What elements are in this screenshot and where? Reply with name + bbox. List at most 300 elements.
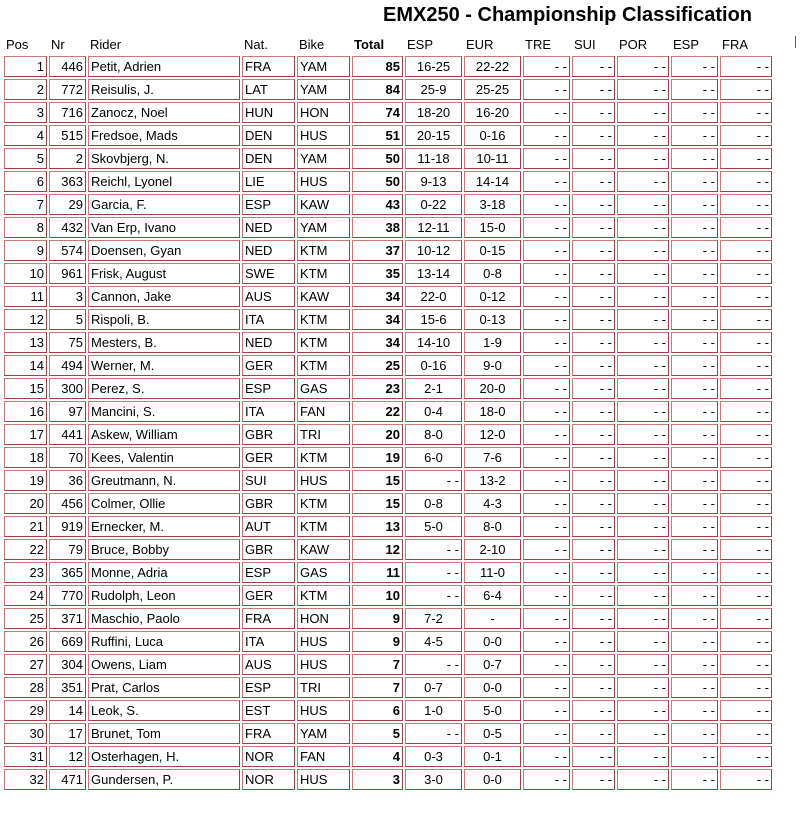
column-header-gp-esp2: ESP	[673, 37, 700, 52]
cell-gp-eur: 0-16	[464, 125, 521, 146]
table-row	[4, 493, 772, 514]
cell-gp-esp: 6-0	[405, 447, 462, 468]
cell-gp-tre: - -	[523, 378, 570, 399]
cell-total: 38	[352, 217, 403, 238]
cell-gp-sui: - -	[572, 746, 615, 767]
cell-gp-eur: 9-0	[464, 355, 521, 376]
cell-gp-esp: 22-0	[405, 286, 462, 307]
cell-pos: 16	[4, 401, 47, 422]
cell-pos: 14	[4, 355, 47, 376]
cell-gp-por: - -	[617, 194, 669, 215]
cell-pos: 2	[4, 79, 47, 100]
cell-nr: 79	[49, 539, 86, 560]
cell-gp-eur: 8-0	[464, 516, 521, 537]
cell-nr: 471	[49, 769, 86, 790]
cell-gp-sui: - -	[572, 194, 615, 215]
cell-pos: 3	[4, 102, 47, 123]
cell-gp-fra: - -	[720, 424, 772, 445]
cell-bike: YAM	[297, 79, 350, 100]
cell-pos: 15	[4, 378, 47, 399]
cell-gp-esp2: - -	[671, 263, 718, 284]
cell-gp-esp: - -	[405, 585, 462, 606]
cell-total: 7	[352, 677, 403, 698]
cell-gp-por: - -	[617, 378, 669, 399]
cell-nat: AUS	[242, 286, 295, 307]
cell-nat: GBR	[242, 424, 295, 445]
cell-pos: 28	[4, 677, 47, 698]
cell-gp-fra: - -	[720, 79, 772, 100]
cell-gp-por: - -	[617, 125, 669, 146]
cell-bike: YAM	[297, 723, 350, 744]
cell-rider: Cannon, Jake	[88, 286, 240, 307]
cell-gp-eur: 10-11	[464, 148, 521, 169]
cell-rider: Gundersen, P.	[88, 769, 240, 790]
cell-gp-tre: - -	[523, 447, 570, 468]
cell-gp-por: - -	[617, 447, 669, 468]
cell-gp-sui: - -	[572, 125, 615, 146]
cell-gp-eur: 0-1	[464, 746, 521, 767]
table-row	[4, 746, 772, 767]
cell-nat: HUN	[242, 102, 295, 123]
cell-nr: 770	[49, 585, 86, 606]
column-header-gp-por: POR	[619, 37, 648, 52]
cell-gp-fra: - -	[720, 378, 772, 399]
cell-gp-eur: 3-18	[464, 194, 521, 215]
cell-pos: 7	[4, 194, 47, 215]
cell-gp-fra: - -	[720, 309, 772, 330]
cell-gp-esp2: - -	[671, 539, 718, 560]
cell-bike: KAW	[297, 194, 350, 215]
cell-nat: SWE	[242, 263, 295, 284]
cell-bike: KTM	[297, 355, 350, 376]
cell-gp-sui: - -	[572, 585, 615, 606]
cell-nat: GER	[242, 447, 295, 468]
cell-rider: Ernecker, M.	[88, 516, 240, 537]
table-row	[4, 102, 772, 123]
cell-bike: FAN	[297, 746, 350, 767]
cell-gp-tre: - -	[523, 562, 570, 583]
cell-nr: 446	[49, 56, 86, 77]
cell-pos: 30	[4, 723, 47, 744]
cell-nr: 441	[49, 424, 86, 445]
cell-gp-por: - -	[617, 631, 669, 652]
table-row	[4, 424, 772, 445]
cell-gp-esp2: - -	[671, 171, 718, 192]
column-header-rider: Rider	[90, 37, 122, 52]
cell-gp-esp: - -	[405, 539, 462, 560]
cell-gp-eur: 2-10	[464, 539, 521, 560]
cell-bike: HUS	[297, 125, 350, 146]
cell-total: 12	[352, 539, 403, 560]
cell-gp-esp: 5-0	[405, 516, 462, 537]
cell-gp-sui: - -	[572, 424, 615, 445]
cell-bike: KTM	[297, 516, 350, 537]
cell-gp-eur: 5-0	[464, 700, 521, 721]
table-row	[4, 56, 772, 77]
cell-pos: 27	[4, 654, 47, 675]
cell-gp-sui: - -	[572, 769, 615, 790]
cell-gp-esp2: - -	[671, 631, 718, 652]
cell-gp-tre: - -	[523, 769, 570, 790]
cell-gp-eur: 0-13	[464, 309, 521, 330]
cell-gp-esp: 0-22	[405, 194, 462, 215]
cell-gp-tre: - -	[523, 608, 570, 629]
cell-gp-esp2: - -	[671, 56, 718, 77]
cell-gp-fra: - -	[720, 700, 772, 721]
cell-gp-sui: - -	[572, 171, 615, 192]
cell-gp-fra: - -	[720, 562, 772, 583]
cell-rider: Doensen, Gyan	[88, 240, 240, 261]
cell-gp-eur: 20-0	[464, 378, 521, 399]
cell-gp-por: - -	[617, 217, 669, 238]
cell-nr: 304	[49, 654, 86, 675]
cell-total: 34	[352, 309, 403, 330]
table-row	[4, 539, 772, 560]
cell-nr: 456	[49, 493, 86, 514]
cell-gp-sui: - -	[572, 470, 615, 491]
cell-gp-fra: - -	[720, 401, 772, 422]
cell-bike: HUS	[297, 700, 350, 721]
cell-rider: Prat, Carlos	[88, 677, 240, 698]
cell-gp-fra: - -	[720, 631, 772, 652]
cell-gp-esp: 11-18	[405, 148, 462, 169]
table-row	[4, 700, 772, 721]
cell-pos: 29	[4, 700, 47, 721]
cell-total: 6	[352, 700, 403, 721]
cell-gp-eur: 18-0	[464, 401, 521, 422]
cell-gp-fra: - -	[720, 125, 772, 146]
cell-gp-tre: - -	[523, 424, 570, 445]
cell-nr: 669	[49, 631, 86, 652]
cell-gp-por: - -	[617, 79, 669, 100]
cell-pos: 23	[4, 562, 47, 583]
cell-pos: 19	[4, 470, 47, 491]
cell-rider: Monne, Adria	[88, 562, 240, 583]
cell-gp-esp2: - -	[671, 194, 718, 215]
cell-nat: DEN	[242, 148, 295, 169]
cell-gp-por: - -	[617, 286, 669, 307]
cell-gp-fra: - -	[720, 263, 772, 284]
cell-gp-por: - -	[617, 263, 669, 284]
cell-gp-eur: 0-5	[464, 723, 521, 744]
table-row	[4, 447, 772, 468]
cell-gp-tre: - -	[523, 654, 570, 675]
cell-gp-esp2: - -	[671, 309, 718, 330]
cell-rider: Owens, Liam	[88, 654, 240, 675]
page-title: EMX250 - Championship Classification	[383, 4, 752, 26]
cell-gp-fra: - -	[720, 332, 772, 353]
cell-gp-sui: - -	[572, 562, 615, 583]
cell-rider: Colmer, Ollie	[88, 493, 240, 514]
cell-gp-tre: - -	[523, 470, 570, 491]
cell-gp-sui: - -	[572, 631, 615, 652]
cell-gp-fra: - -	[720, 654, 772, 675]
cell-gp-fra: - -	[720, 470, 772, 491]
cell-gp-tre: - -	[523, 355, 570, 376]
cell-gp-esp: 20-15	[405, 125, 462, 146]
cell-total: 23	[352, 378, 403, 399]
cell-gp-fra: - -	[720, 286, 772, 307]
cell-gp-esp2: - -	[671, 654, 718, 675]
cell-gp-tre: - -	[523, 493, 570, 514]
cell-gp-esp2: - -	[671, 355, 718, 376]
cell-gp-sui: - -	[572, 309, 615, 330]
cell-gp-por: - -	[617, 516, 669, 537]
cell-nat: GER	[242, 585, 295, 606]
cell-gp-fra: - -	[720, 539, 772, 560]
cell-gp-eur: 12-0	[464, 424, 521, 445]
cell-gp-por: - -	[617, 424, 669, 445]
cell-gp-tre: - -	[523, 240, 570, 261]
cell-gp-sui: - -	[572, 654, 615, 675]
cell-rider: Werner, M.	[88, 355, 240, 376]
header-row	[4, 35, 772, 54]
cell-bike: HUS	[297, 470, 350, 491]
cell-bike: YAM	[297, 217, 350, 238]
cell-gp-tre: - -	[523, 539, 570, 560]
table-row	[4, 378, 772, 399]
cell-gp-tre: - -	[523, 746, 570, 767]
cell-gp-sui: - -	[572, 102, 615, 123]
cell-bike: HON	[297, 608, 350, 629]
cell-nat: AUS	[242, 654, 295, 675]
cell-gp-fra: - -	[720, 148, 772, 169]
cell-gp-eur: 7-6	[464, 447, 521, 468]
cell-bike: KTM	[297, 309, 350, 330]
cell-gp-eur: 0-0	[464, 769, 521, 790]
table-row	[4, 125, 772, 146]
cell-nr: 2	[49, 148, 86, 169]
cell-bike: HUS	[297, 654, 350, 675]
cell-gp-eur: 0-12	[464, 286, 521, 307]
cell-gp-sui: - -	[572, 539, 615, 560]
cell-bike: HUS	[297, 631, 350, 652]
cell-nat: ITA	[242, 309, 295, 330]
cell-pos: 25	[4, 608, 47, 629]
cell-total: 3	[352, 769, 403, 790]
cell-total: 5	[352, 723, 403, 744]
cell-gp-por: - -	[617, 608, 669, 629]
cell-gp-por: - -	[617, 700, 669, 721]
cell-nat: NOR	[242, 769, 295, 790]
cell-rider: Van Erp, Ivano	[88, 217, 240, 238]
cell-gp-esp2: - -	[671, 447, 718, 468]
cell-bike: KTM	[297, 240, 350, 261]
cell-total: 74	[352, 102, 403, 123]
cell-gp-sui: - -	[572, 332, 615, 353]
cell-gp-esp2: - -	[671, 677, 718, 698]
column-header-nat: Nat.	[244, 37, 268, 52]
cell-nat: SUI	[242, 470, 295, 491]
cell-gp-por: - -	[617, 355, 669, 376]
cell-bike: TRI	[297, 424, 350, 445]
cell-gp-por: - -	[617, 309, 669, 330]
table-row	[4, 79, 772, 100]
cell-nat: NED	[242, 217, 295, 238]
cell-gp-por: - -	[617, 332, 669, 353]
cell-pos: 1	[4, 56, 47, 77]
cell-bike: FAN	[297, 401, 350, 422]
cell-gp-esp: - -	[405, 562, 462, 583]
cell-nat: FRA	[242, 608, 295, 629]
cell-gp-por: - -	[617, 769, 669, 790]
cell-gp-sui: - -	[572, 378, 615, 399]
cell-nr: 29	[49, 194, 86, 215]
cell-pos: 5	[4, 148, 47, 169]
cell-gp-tre: - -	[523, 332, 570, 353]
cell-bike: HUS	[297, 769, 350, 790]
cell-gp-por: - -	[617, 470, 669, 491]
cell-gp-eur: -	[464, 608, 521, 629]
cell-gp-eur: 15-0	[464, 217, 521, 238]
cell-gp-esp: 0-8	[405, 493, 462, 514]
cell-gp-tre: - -	[523, 700, 570, 721]
cell-gp-por: - -	[617, 562, 669, 583]
cell-gp-sui: - -	[572, 217, 615, 238]
column-header-gp-sui: SUI	[574, 37, 596, 52]
cell-rider: Skovbjerg, N.	[88, 148, 240, 169]
cell-bike: YAM	[297, 148, 350, 169]
cell-nr: 300	[49, 378, 86, 399]
cell-rider: Maschio, Paolo	[88, 608, 240, 629]
cell-gp-esp2: - -	[671, 723, 718, 744]
cell-bike: HON	[297, 102, 350, 123]
cell-gp-por: - -	[617, 56, 669, 77]
cell-gp-eur: 6-4	[464, 585, 521, 606]
cell-nr: 515	[49, 125, 86, 146]
cell-gp-eur: 0-8	[464, 263, 521, 284]
cell-rider: Reichl, Lyonel	[88, 171, 240, 192]
cell-gp-eur: 22-22	[464, 56, 521, 77]
cell-gp-tre: - -	[523, 217, 570, 238]
cell-gp-fra: - -	[720, 769, 772, 790]
table-row	[4, 240, 772, 261]
cell-gp-esp: - -	[405, 654, 462, 675]
cell-nat: NED	[242, 332, 295, 353]
table-row	[4, 723, 772, 744]
cell-gp-tre: - -	[523, 516, 570, 537]
cell-gp-esp2: - -	[671, 493, 718, 514]
cell-gp-sui: - -	[572, 240, 615, 261]
cell-total: 9	[352, 608, 403, 629]
cell-nat: AUT	[242, 516, 295, 537]
cell-gp-fra: - -	[720, 355, 772, 376]
cell-nat: GBR	[242, 539, 295, 560]
cell-nat: GBR	[242, 493, 295, 514]
cell-pos: 26	[4, 631, 47, 652]
cell-nat: ESP	[242, 194, 295, 215]
cell-nat: ESP	[242, 562, 295, 583]
cell-rider: Garcia, F.	[88, 194, 240, 215]
cell-gp-eur: 16-20	[464, 102, 521, 123]
cell-nr: 14	[49, 700, 86, 721]
cell-gp-esp2: - -	[671, 608, 718, 629]
cell-gp-fra: - -	[720, 608, 772, 629]
cell-gp-tre: - -	[523, 401, 570, 422]
cell-gp-esp: 8-0	[405, 424, 462, 445]
table-row	[4, 401, 772, 422]
cell-gp-por: - -	[617, 723, 669, 744]
table-row	[4, 470, 772, 491]
cell-pos: 24	[4, 585, 47, 606]
column-header-pos: Pos	[6, 37, 29, 52]
cell-gp-eur: 25-25	[464, 79, 521, 100]
cell-gp-esp2: - -	[671, 700, 718, 721]
cell-gp-tre: - -	[523, 125, 570, 146]
cell-gp-tre: - -	[523, 677, 570, 698]
cell-bike: GAS	[297, 378, 350, 399]
cell-nr: 5	[49, 309, 86, 330]
cell-rider: Brunet, Tom	[88, 723, 240, 744]
cell-nr: 432	[49, 217, 86, 238]
cell-pos: 9	[4, 240, 47, 261]
cell-bike: TRI	[297, 677, 350, 698]
cell-pos: 11	[4, 286, 47, 307]
cell-pos: 13	[4, 332, 47, 353]
cell-gp-esp: 1-0	[405, 700, 462, 721]
cell-gp-tre: - -	[523, 102, 570, 123]
cell-gp-por: - -	[617, 171, 669, 192]
cell-total: 85	[352, 56, 403, 77]
cell-total: 4	[352, 746, 403, 767]
cell-gp-sui: - -	[572, 56, 615, 77]
cell-gp-fra: - -	[720, 102, 772, 123]
cell-gp-fra: - -	[720, 746, 772, 767]
cell-gp-sui: - -	[572, 148, 615, 169]
cell-gp-por: - -	[617, 677, 669, 698]
cell-total: 13	[352, 516, 403, 537]
cell-gp-tre: - -	[523, 56, 570, 77]
cell-gp-esp2: - -	[671, 240, 718, 261]
cell-gp-esp: 14-10	[405, 332, 462, 353]
cell-pos: 32	[4, 769, 47, 790]
cell-gp-tre: - -	[523, 585, 570, 606]
cell-nr: 919	[49, 516, 86, 537]
cell-nr: 17	[49, 723, 86, 744]
cell-gp-esp2: - -	[671, 585, 718, 606]
table-row	[4, 309, 772, 330]
cell-gp-esp2: - -	[671, 401, 718, 422]
cell-gp-esp2: - -	[671, 286, 718, 307]
table-row	[4, 654, 772, 675]
cell-gp-fra: - -	[720, 194, 772, 215]
column-header-gp-tre: TRE	[525, 37, 551, 52]
cell-rider: Askew, William	[88, 424, 240, 445]
cell-gp-esp2: - -	[671, 470, 718, 491]
cell-nr: 365	[49, 562, 86, 583]
column-header-total: Total	[354, 37, 385, 52]
cell-gp-esp2: - -	[671, 217, 718, 238]
cell-gp-tre: - -	[523, 309, 570, 330]
cell-total: 10	[352, 585, 403, 606]
cell-rider: Reisulis, J.	[88, 79, 240, 100]
cell-gp-esp2: - -	[671, 125, 718, 146]
cell-total: 35	[352, 263, 403, 284]
cell-gp-esp2: - -	[671, 562, 718, 583]
cell-gp-tre: - -	[523, 263, 570, 284]
cell-gp-fra: - -	[720, 723, 772, 744]
cell-gp-esp2: - -	[671, 769, 718, 790]
cell-gp-eur: 4-3	[464, 493, 521, 514]
cell-bike: KTM	[297, 447, 350, 468]
cell-gp-tre: - -	[523, 148, 570, 169]
cell-total: 11	[352, 562, 403, 583]
cell-nr: 961	[49, 263, 86, 284]
cell-gp-esp2: - -	[671, 378, 718, 399]
cell-gp-esp2: - -	[671, 148, 718, 169]
cell-gp-esp: 10-12	[405, 240, 462, 261]
cell-gp-tre: - -	[523, 631, 570, 652]
